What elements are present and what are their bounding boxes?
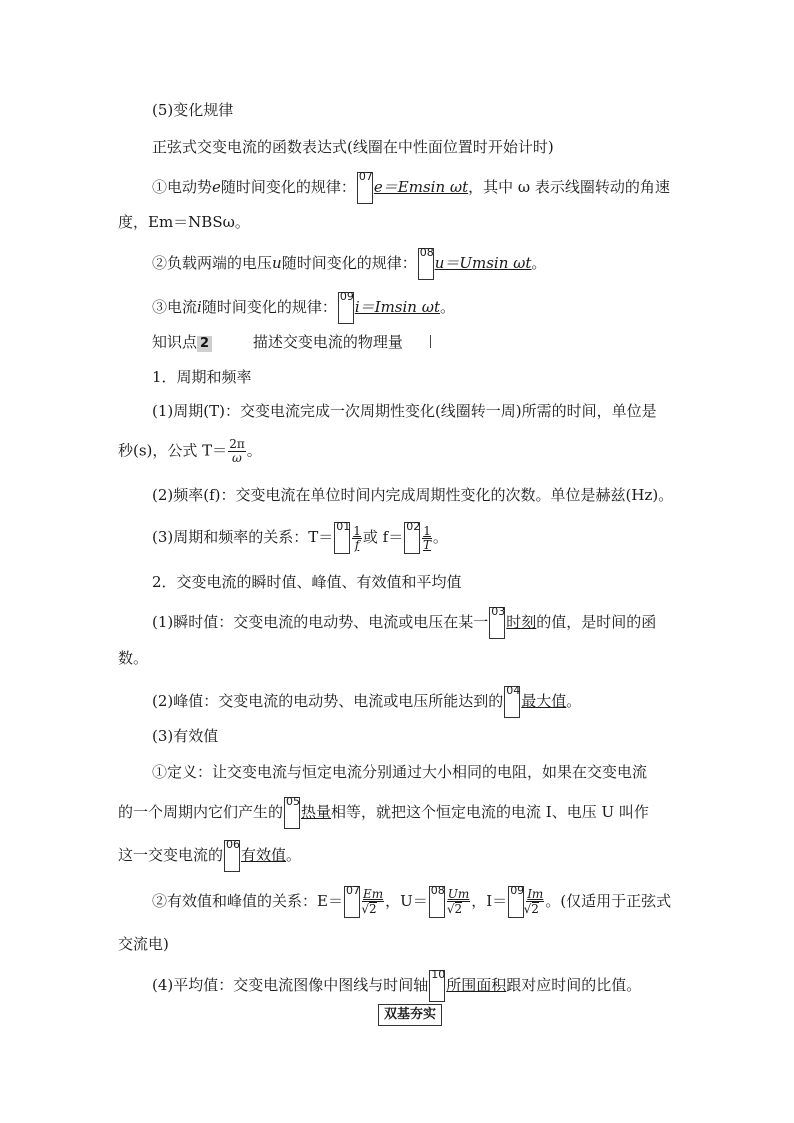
relation-line: (3)周期和频率的关系：T＝ 01 $\frac{1}{f}$ 或 f＝ 02 $\frac{1}{T}$ 。: [152, 522, 448, 554]
paragraph: 正弦式交变电流的函数表达式(线圈在中性面位置时开始计时): [152, 138, 554, 156]
section-title: (5)变化规律: [152, 101, 234, 119]
definition-line: 的一个周期内它们产生的 05 热量相等，就把这个恒定电流的电流 I、电压 U 叫作: [118, 797, 649, 829]
fraction: Em √ 2: [362, 888, 384, 916]
heading: 1．周期和频率: [152, 368, 252, 386]
knowledge-point-header: 知识点 2 描述交变电流的物理量: [152, 332, 431, 352]
current-line: ③电流i随时间变化的规律： 09 i＝Imsin ωt。: [152, 292, 455, 324]
answer-blank: 03: [489, 607, 505, 639]
answer-blank: 09: [338, 292, 354, 324]
relation-line: ②有效值和峰值的关系：E＝ 07 Em √ 2 ，U＝ 08 Um √ 2 ，I＝ 09 Im √ 2 。(仅适用于正弦式: [152, 886, 671, 918]
answer: 有效值: [241, 846, 287, 864]
fraction: Um √ 2: [447, 888, 471, 916]
answer-blank: 07: [344, 886, 360, 918]
definition-line: 这一交变电流的 06 有效值。: [118, 840, 301, 872]
paragraph: ①定义：让交变电流与恒定电流分别通过大小相同的电阻，如果在交变电流: [152, 763, 648, 781]
answer: 热量: [301, 803, 332, 821]
fraction: $\frac{2\pi}{\omega}$: [229, 437, 245, 465]
fraction: $\frac{1}{T}$: [423, 523, 432, 552]
answer: 最大值: [521, 692, 567, 710]
answer: e＝Emsin ωt: [373, 178, 469, 196]
instant-line: (1)瞬时值：交变电流的电动势、电流或电压在某一 03 时刻的值，是时间的函: [152, 607, 656, 639]
paragraph: (1)周期(T)：交变电流完成一次周期性变化(线圈转一周)所需的时间，单位是: [152, 402, 657, 420]
knowledge-point-title: 描述交变电流的物理量: [252, 333, 403, 351]
fraction: Im √ 2: [526, 888, 544, 916]
answer: 时刻: [506, 613, 537, 631]
average-line: (4)平均值：交变电流图像中图线与时间轴 10 所围面积跟对应时间的比值。: [152, 970, 641, 1002]
heading: 2．交变电流的瞬时值、峰值、有效值和平均值: [152, 573, 462, 591]
answer: 所围面积: [446, 976, 507, 994]
voltage-line: ②负载两端的电压u随时间变化的规律： 08 u＝Umsin ωt。: [152, 248, 546, 280]
fraction: $\frac{1}{f}$: [353, 523, 361, 552]
answer: u＝Umsin ωt: [434, 254, 532, 272]
answer-blank: 05: [284, 797, 300, 829]
answer-blank: 02: [404, 522, 420, 554]
peak-line: (2)峰值：交变电流的电动势、电流或电压所能达到的 04 最大值。: [152, 686, 581, 718]
answer-blank: 06: [224, 840, 240, 872]
section-box-title: 双基夯实: [378, 1004, 442, 1026]
text-cursor: [430, 335, 431, 348]
emf-line: ①电动势e随时间变化的规律： 07 e＝Emsin ωt，其中 ω 表示线圈转动的角速: [152, 172, 670, 204]
knowledge-point-badge: 2: [197, 336, 212, 352]
answer-blank: 10: [429, 970, 445, 1002]
answer-blank: 01: [334, 522, 350, 554]
answer-blank: 04: [504, 686, 520, 718]
paragraph: 度，Em＝NBSω。: [118, 213, 250, 231]
heading: (3)有效值: [152, 727, 219, 745]
answer-blank: 07: [357, 172, 373, 204]
period-formula-line: 秒(s)，公式 T＝ $\frac{2\pi}{\omega}$ 。: [118, 437, 262, 465]
answer-blank: 08: [418, 248, 434, 280]
answer-blank: 09: [508, 886, 524, 918]
answer: i＝Imsin ωt: [354, 298, 440, 316]
paragraph: 交流电): [118, 935, 169, 953]
paragraph: (2)频率(f)：交变电流在单位时间内完成周期性变化的次数。单位是赫兹(Hz)。: [152, 486, 674, 504]
paragraph: 数。: [118, 649, 149, 667]
answer-blank: 08: [429, 886, 445, 918]
